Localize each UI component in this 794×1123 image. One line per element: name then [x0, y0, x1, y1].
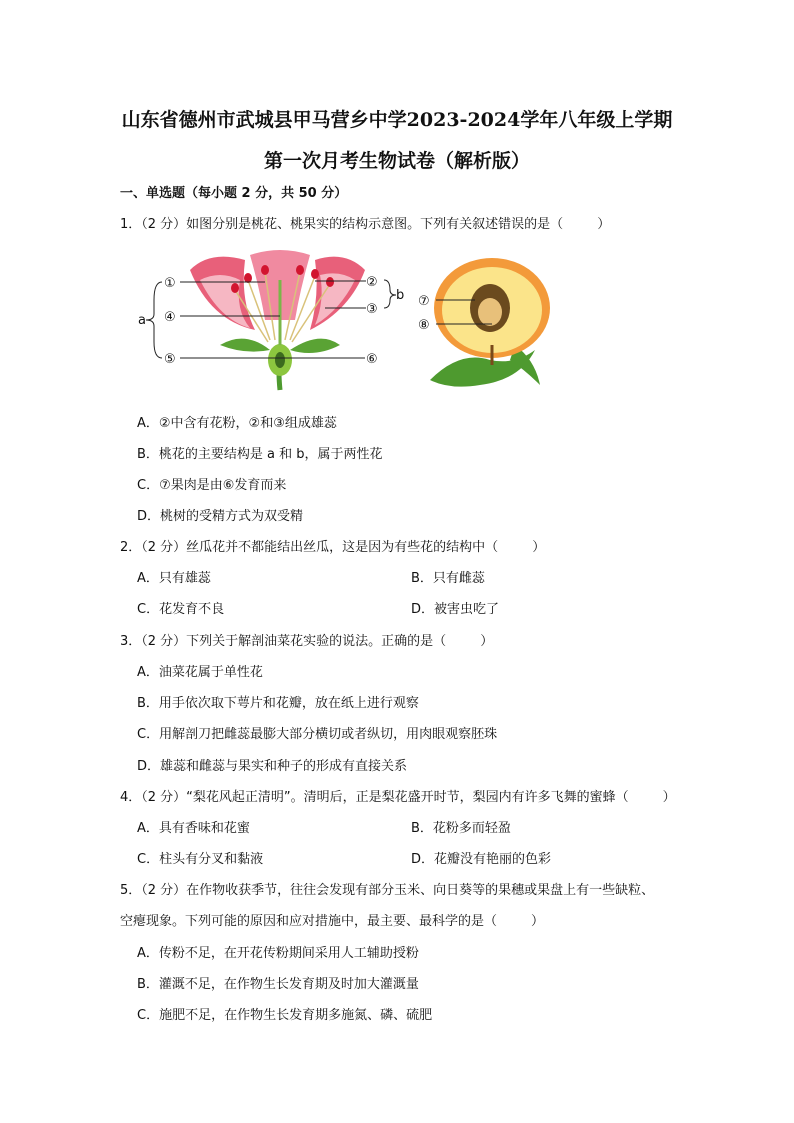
question-number: 4．	[120, 790, 142, 805]
q3-option-c: C．用解剖刀把雌蕊最膨大部分横切或者纵切，用肉眼观察胚珠	[137, 727, 498, 742]
question-paren-close: ）	[597, 217, 611, 232]
label-2: ②	[366, 275, 378, 290]
q4-option-d: D．花瓣没有艳丽的色彩	[411, 852, 552, 867]
q2-option-b: B．只有雌蕊	[411, 571, 485, 586]
q4-option-b: B．花粉多而轻盈	[411, 821, 511, 836]
label-6: ⑥	[366, 352, 378, 367]
question-3	[120, 632, 493, 652]
page-title-line2: 第一次月考生物试卷（解析版）	[263, 150, 530, 172]
q1-option-c: C．⑦果肉是由⑥发育而来	[137, 478, 287, 493]
question-number: 5．	[120, 883, 142, 898]
q4-option-c: C．柱头有分叉和黏液	[137, 852, 264, 867]
peach-flower-illustration	[190, 250, 365, 390]
question-paren-close: ）	[662, 790, 676, 805]
q3-option-a: A．油菜花属于单性花	[137, 665, 263, 680]
q5-option-c: C．施肥不足，在作物生长发育期多施氮、磷、硫肥	[137, 1008, 433, 1023]
q3-option-d: D．雄蕊和雌蕊与果实和种子的形成有直接关系	[137, 759, 408, 774]
q1-option-d: D．桃树的受精方式为双受精	[137, 509, 304, 524]
question-text: （2 分）“梨花风起正清明”。清明后，正是梨花盛开时节，梨园内有许多飞舞的蜜蜂（	[141, 790, 629, 805]
label-3: ③	[366, 302, 378, 317]
flower-fruit-figure	[130, 250, 560, 400]
brace-b-label: b	[396, 288, 405, 303]
question-number: 3．	[120, 634, 142, 649]
q4-option-a: A．具有香味和花蜜	[137, 821, 250, 836]
q1-option-b: B．桃花的主要结构是 a 和 b，属于两性花	[137, 447, 383, 462]
q5-option-a: A．传粉不足，在开花传粉期间采用人工辅助授粉	[137, 946, 419, 961]
question-5-line2	[120, 912, 544, 932]
question-paren-close: ）	[480, 634, 494, 649]
question-1	[120, 215, 610, 235]
question-text: （2 分）下列关于解剖油菜花实验的说法。正确的是（	[141, 634, 447, 649]
label-1: ①	[164, 276, 176, 291]
question-number: 2．	[120, 540, 142, 555]
q5-option-b: B．灌溉不足，在作物生长发育期及时加大灌溉量	[137, 977, 419, 992]
brace-a-label: a	[138, 313, 146, 328]
label-5: ⑤	[164, 352, 176, 367]
q1-option-a: A．②中含有花粉，②和③组成雄蕊	[137, 416, 337, 431]
q2-option-a: A．只有雄蕊	[137, 571, 211, 586]
section-heading: 一、单选题（每小题 2 分，共 50 分）	[120, 186, 348, 201]
page-title-line1: 山东省德州市武城县甲马营乡中学2023-2024学年八年级上学期	[121, 109, 673, 131]
label-7: ⑦	[418, 294, 430, 309]
question-number: 1．	[120, 217, 142, 232]
question-text: （2 分）丝瓜花并不都能结出丝瓜，这是因为有些花的结构中（	[141, 540, 499, 555]
question-text-cont: 空瘪现象。下列可能的原因和应对措施中，最主要、最科学的是（	[120, 914, 498, 929]
peach-fruit-illustration	[430, 258, 550, 387]
question-2	[120, 538, 545, 558]
label-4: ④	[164, 310, 176, 325]
question-text: （2 分）在作物收获季节，往往会发现有部分玉米、向日葵等的果穗或果盘上有一些缺粒、	[141, 883, 655, 898]
question-paren-close: ）	[532, 540, 546, 555]
q3-option-b: B．用手依次取下萼片和花瓣，放在纸上进行观察	[137, 696, 419, 711]
question-text: （2 分）如图分别是桃花、桃果实的结构示意图。下列有关叙述错误的是（	[141, 217, 564, 232]
question-4	[120, 788, 676, 808]
question-5	[120, 881, 654, 901]
q2-option-c: C．花发育不良	[137, 602, 225, 617]
question-paren-close: ）	[531, 914, 545, 929]
q2-option-d: D．被害虫吃了	[411, 602, 500, 617]
label-8: ⑧	[418, 318, 430, 333]
